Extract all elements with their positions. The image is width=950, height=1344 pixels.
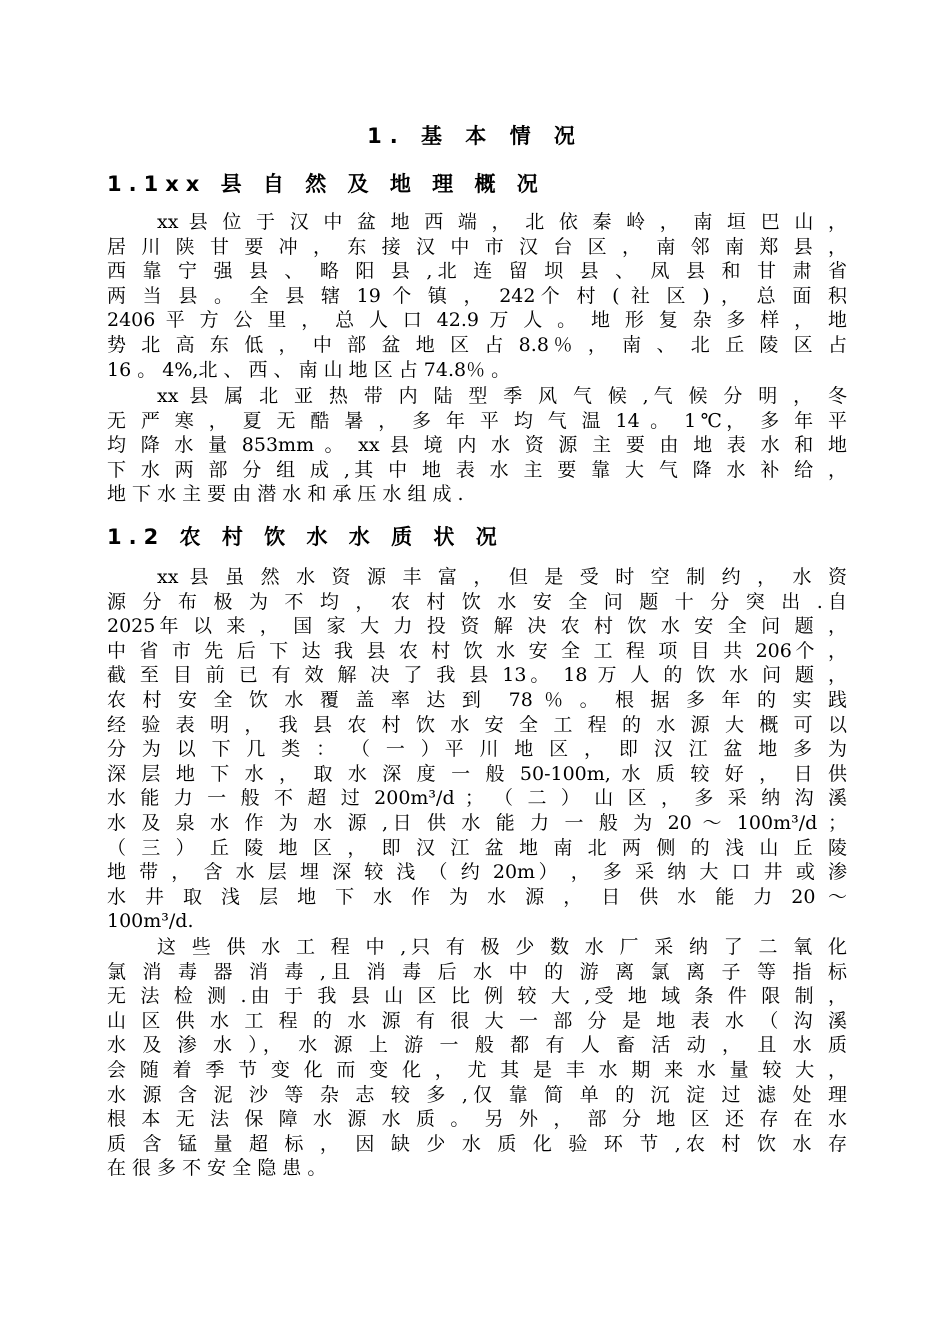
text-line: 质 含 锰 量 超 标 ， 因 缺 少 水 质 化 验 环 节 ,农 村 饮 水 存 <box>107 1132 847 1155</box>
text-line: 无 法 检 测 .由 于 我 县 山 区 比 例 较 大 ,受 地 域 条 件 限 制 ， <box>107 985 847 1008</box>
section-heading-1-2: 1.2 农 村 饮 水 水 质 状 况 <box>107 525 504 549</box>
text-line: 氯 消 毒 器 消 毒 ,且 消 毒 后 水 中 的 游 离 氯 离 子 等 指 标 <box>107 960 847 983</box>
text-line: （ 三 ） 丘 陵 地 区 ， 即 汉 江 盆 地 南 北 两 侧 的 浅 山 丘 陵 <box>107 836 847 859</box>
text-line: 根 本 无 法 保 障 水 源 水 质 。 另 外 ， 部 分 地 区 还 存 在 水 <box>107 1108 847 1131</box>
text-line: 下 水 两 部 分 组 成 ,其 中 地 表 水 主 要 靠 大 气 降 水 补 给 ， <box>107 458 847 481</box>
text-line: 地 带 ， 含 水 层 埋 深 较 浅 （ 约 20m） ， 多 采 纳 大 口 井 或 渗 <box>107 861 847 884</box>
text-line: 西 靠 宁 强 县 、 略 阳 县 ,北 连 留 坝 县 、 凤 县 和 甘 肃 省 <box>107 260 847 283</box>
text-line: 2025年 以 来 ， 国 家 大 力 投 资 解 决 农 村 饮 水 安 全 问 题 ， <box>107 615 847 638</box>
text-line: 源 分 布 极 为 不 均 ， 农 村 饮 水 安 全 问 题 十 分 突 出 .自 <box>107 590 847 613</box>
text-line: xx 县 位 于 汉 中 盆 地 西 端 ， 北 依 秦 岭 ， 南 垣 巴 山 ， <box>157 211 847 233</box>
paragraph-water-quality <box>107 935 847 1181</box>
text-line: 在 很 多 不 安 全 隐 患 。 <box>107 1157 327 1180</box>
text-line: 两 当 县 。 全 县 辖 19 个 镇 ， 242个 村 ( 社 区 ) ， 总 面 积 <box>107 284 847 307</box>
text-line: 16 。 4%,北 、 西 、 南 山 地 区 占 74.8％ 。 <box>107 358 511 381</box>
text-line: 经 验 表 明 ， 我 县 农 村 饮 水 安 全 工 程 的 水 源 大 概 可 以 <box>107 713 847 736</box>
text-line: 100m³/d. <box>107 910 194 933</box>
paragraph-geography <box>107 210 847 382</box>
text-line: 深 层 地 下 水 ， 取 水 深 度 一 般 50-100m, 水 质 较 好 ， 日 供 <box>107 762 847 785</box>
text-line: 这 些 供 水 工 程 中 ,只 有 极 少 数 水 厂 采 纳 了 二 氧 化 <box>157 936 847 958</box>
text-line: 水 及 泉 水 作 为 水 源 ,日 供 水 能 力 一 般 为 20 ～ 100m³/d ； <box>107 811 847 834</box>
text-line: 中 省 市 先 后 下 达 我 县 农 村 饮 水 安 全 工 程 项 目 共 206个 ， <box>107 639 847 662</box>
text-line: xx 县 属 北 亚 热 带 内 陆 型 季 风 气 候 ,气 候 分 明 ， 冬 <box>157 385 847 407</box>
paragraph-climate <box>107 384 847 507</box>
text-line: 分 为 以 下 几 类 ： （ 一 ）平 川 地 区 ， 即 汉 江 盆 地 多 为 <box>107 738 847 761</box>
section-heading-1-1: 1.1xx 县 自 然 及 地 理 概 况 <box>107 172 545 196</box>
text-line: 地 下 水 主 要 由 潜 水 和 承 压 水 组 成 . <box>107 483 464 506</box>
text-line: 水 能 力 一 般 不 超 过 200m³/d ； （ 二 ） 山 区 ， 多 采 纳 沟 溪 <box>107 787 847 810</box>
text-line: 农 村 安 全 饮 水 覆 盖 率 达 到 78 ％ 。 根 据 多 年 的 实 践 <box>107 688 847 711</box>
document-title: 1. 基 本 情 况 <box>367 124 583 148</box>
text-line: 水 源 含 泥 沙 等 杂 志 较 多 ,仅 靠 简 单 的 沉 淀 过 滤 处 理 <box>107 1083 847 1106</box>
text-line: 2406 平 方 公 里 ， 总 人 口 42.9 万 人 。 地 形 复 杂 多 样 ， 地 <box>107 309 847 332</box>
text-line: 会 随 着 季 节 变 化 而 变 化 ， 尤 其 是 丰 水 期 来 水 量 较 大 ， <box>107 1058 847 1081</box>
paragraph-water-source <box>107 565 847 934</box>
text-line: 无 严 寒 ， 夏 无 酷 暑 ， 多 年 平 均 气 温 14 。 1℃， 多 年 平 <box>107 409 847 432</box>
text-line: 势 北 高 东 低 ， 中 部 盆 地 区 占 8.8％ ， 南 、 北 丘 陵 区 占 <box>107 333 847 356</box>
text-line: 截 至 目 前 已 有 效 解 决 了 我 县 13。 18 万 人 的 饮 水 问 题 ， <box>107 664 847 687</box>
text-line: 水 井 取 浅 层 地 下 水 作 为 水 源 ， 日 供 水 能 力 20 ～ <box>107 885 847 908</box>
text-line: 居 川 陕 甘 要 冲 ， 东 接 汉 中 市 汉 台 区 ， 南 邻 南 郑 县 ， <box>107 235 847 258</box>
text-line: 山 区 供 水 工 程 的 水 源 有 很 大 一 部 分 是 地 表 水 （ 沟 溪 <box>107 1009 847 1032</box>
text-line: 水 及 渗 水 ）， 水 源 上 游 一 般 都 有 人 畜 活 动 ， 且 水 质 <box>107 1034 847 1057</box>
text-line: 均 降 水 量 853mm 。 xx 县 境 内 水 资 源 主 要 由 地 表 水 和 地 <box>107 434 847 457</box>
text-line: xx 县 虽 然 水 资 源 丰 富 ， 但 是 受 时 空 制 约 ， 水 资 <box>157 566 847 588</box>
